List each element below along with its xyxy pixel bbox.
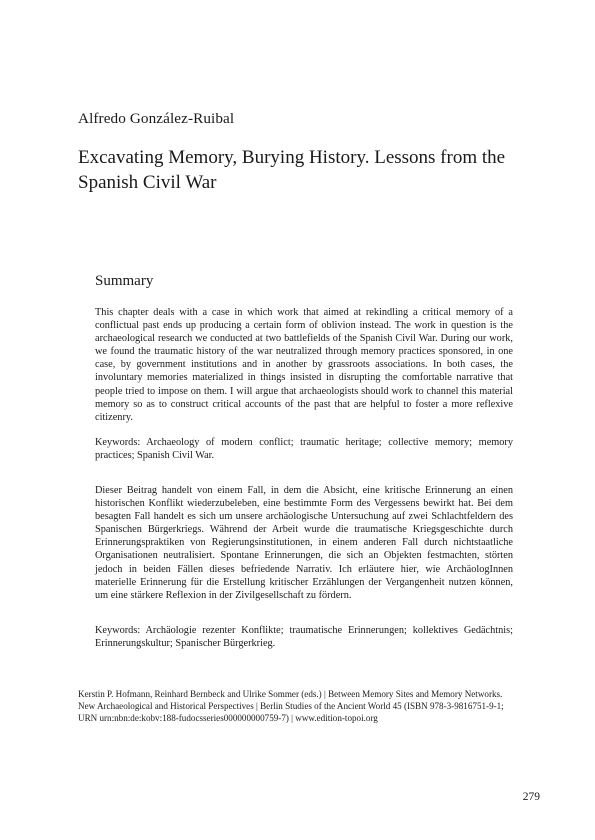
german-keywords-text: Keywords: Archäologie rezenter Konflikte; traumatische Erinnerungen; kollektives Gedächtnis; Erinnerungskultur; Spanischer Bürgerkrieg. bbox=[95, 625, 513, 650]
german-abstract-text: Dieser Beitrag handelt von einem Fall, in dem die Absicht, eine kritische Erinnerung an einen historischen Konflikt wiederzubeleben, eine bestimmte Form des Vergessens bewirkt hat. Bei dem besagten Fall handelt es sich um unsere archäologische Untersuchung auf zwei Schlachtfeldern des Spanischen Bürgerkriegs. Während der Arbeit wurde die traumatische Kriegsgeschichte durch Erinnerungspraktiken von Regierungsinstitutionen, in einem anderen Fall durch nichtstaatliche Organisationen neutralisiert. Spontane Erinnerungen, die sich an Objekten festmachten, störten jedoch in beiden Fällen dieses befriedende Narrativ. Ich erläutere hier, wie ArchäologInnen materielle Erinnerung für die Erstellung kritischer Erzählungen der Vergangenheit nutzen können, um eine stärkere Reflexion in der Zivilgesellschaft zu fördern. bbox=[95, 485, 513, 601]
summary-heading: Summary bbox=[95, 273, 154, 289]
chapter-title: Excavating Memory, Burying History. Lessons from the Spanish Civil War bbox=[78, 147, 506, 193]
german-keywords bbox=[95, 624, 513, 650]
english-abstract bbox=[95, 306, 513, 424]
english-abstract-text: This chapter deals with a case in which work that aimed at rekindling a critical memory of a conflictual past ends up producing a certain form of oblivion instead. The work in question is the archaeological research we conducted at two battlefields of the Spanish Civil War. During our work, we found the traumatic history of the war neutralized through memory practices sponsored, in one case, by government institutions and in another by grassroots associations. In both cases, the involuntary memories materialized in things insisted in disrupting the comfortable narrative that people tried to impose on them. I will argue that archaeologists should work to channel this material memory so as to construct critical accounts of the past that are helpful to foster a more reflexive citizenry. bbox=[95, 307, 513, 423]
english-keywords-text: Keywords: Archaeology of modern conflict; traumatic heritage; collective memory; memory practices; Spanish Civil War. bbox=[95, 437, 513, 462]
page-number: 279 bbox=[522, 791, 540, 803]
german-abstract bbox=[95, 484, 513, 602]
english-keywords bbox=[95, 436, 513, 462]
author-name: Alfredo González-Ruibal bbox=[78, 110, 235, 127]
citation-footer: Kerstin P. Hofmann, Reinhard Bernbeck and Ulrike Sommer (eds.) | Between Memory Sites and Memory Networks. New Archaeological and Historical Perspectives | Berlin Studies of the Ancient World 45 (ISBN 978-3-9816751-9-1; URN urn:nbn:de:kobv:188-fudocsseries000000000759-7) | www.edition-topoi.org bbox=[78, 689, 504, 724]
